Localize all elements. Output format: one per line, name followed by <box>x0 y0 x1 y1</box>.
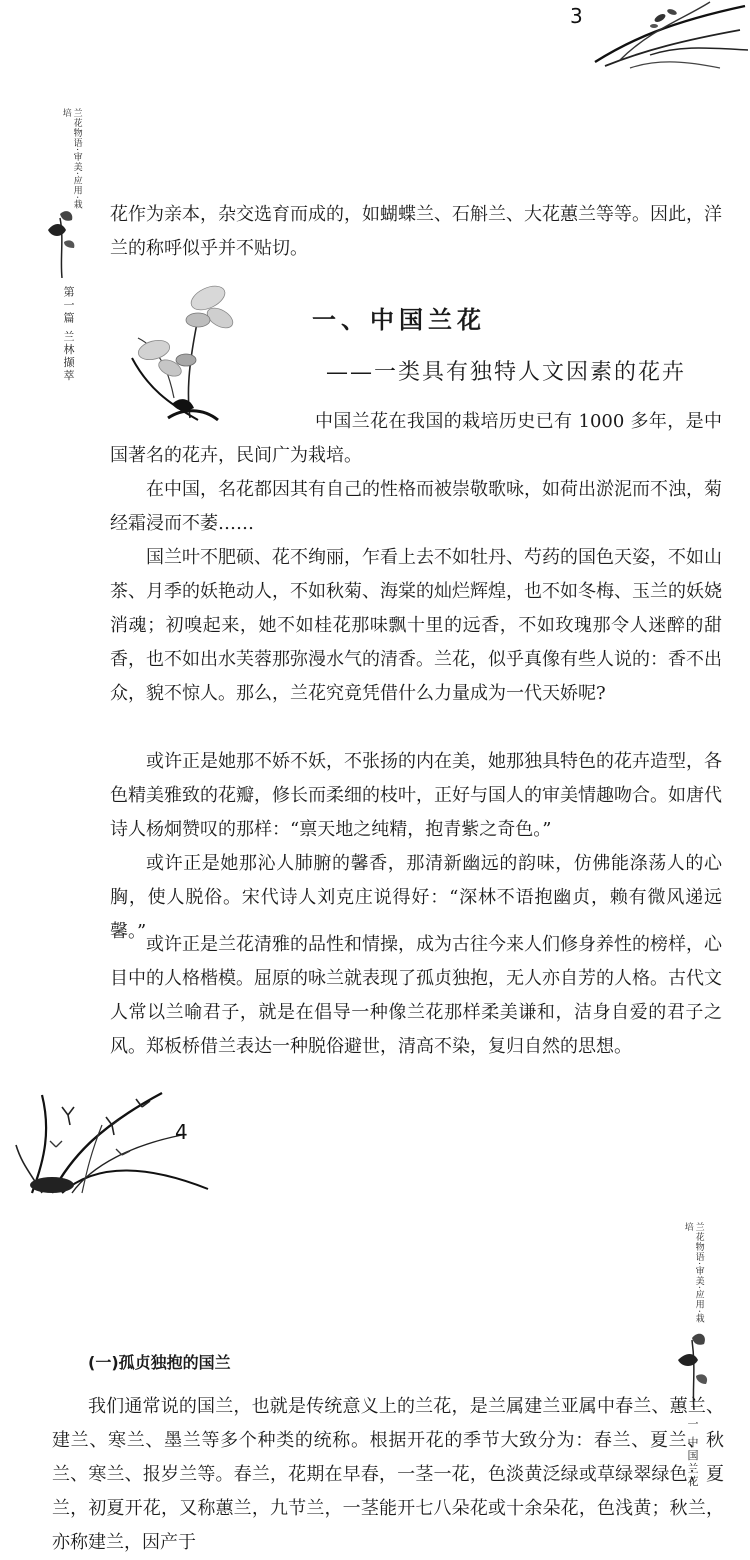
side-chapter-caption: 第一篇 兰林撷萃 <box>62 286 75 383</box>
body-paragraph-5: 或许正是她那沁人肺腑的馨香，那清新幽远的韵味，仿佛能涤荡人的心胸，使人脱俗。宋代诗人刘克庄说得好：“深林不语抱幽贞，赖有微风递远馨。” <box>110 853 722 942</box>
body-paragraph-3: 国兰叶不肥硕、花不绚丽，乍看上去不如牡丹、芍药的国色天姿，不如山茶、月季的妖艳动人，不如秋菊、海棠的灿烂辉煌，也不如冬梅、玉兰的妖娆消魂；初嗅起来，她不如桂花那味飘十里的远香，不如玫瑰那令人迷醉的甜香，也不如出水芙蓉那弥漫水气的清香。兰花，似乎真像有些人说的：香不出众，貌不惊人。那么，兰花究竟凭借什么力量成为一代天娇呢? <box>110 547 722 704</box>
body-paragraph-4: 或许正是她那不娇不妖，不张扬的内在美，她那独具特色的花卉造型，各色精美雅致的花瓣，修长而柔细的枝叶，正好与国人的审美情趣吻合。如唐代诗人杨炯赞叹的那样：“禀天地之纯精，抱青紫之奇色。” <box>110 751 722 840</box>
page-number-bottom: 4 <box>175 1120 188 1144</box>
side-chapter-caption-right: 一 中国兰花 <box>686 1418 699 1489</box>
side-series-caption: 兰花物语·审美·应用·栽培 <box>60 108 82 210</box>
body-paragraph-2: 在中国，名花都因其有自己的性格而被崇敬歌咏，如荷出淤泥而不浊，菊经霜浸而不萎…… <box>110 479 722 534</box>
page-number-top: 3 <box>570 4 583 28</box>
side-series-caption-right: 兰花物语·审美·应用·栽培 <box>682 1222 704 1324</box>
body-paragraph-1: 中国兰花在我国的栽培历史已有 1000 多年，是中国著名的花卉，民间广为栽培。 <box>110 411 722 466</box>
orchid-ink-painting-top-right <box>590 0 750 70</box>
section-heading: 一、中国兰花 <box>312 306 486 334</box>
subsection-title: (一)孤贞独抱的国兰 <box>88 1353 231 1372</box>
body-paragraph-6: 或许正是兰花清雅的品性和情操，成为古往今来人们修身养性的榜样，心目中的人格楷模。屈原的咏兰就表现了孤贞独抱，无人亦自芳的人格。古代文人常以兰喻君子，就是在倡导一种像兰花那样柔美谦和，洁身自爱的君子之风。郑板桥借兰表达一种脱俗避世，清高不染，复归自然的思想。 <box>110 934 722 1057</box>
continuation-paragraph: 花作为亲本，杂交选育而成的，如蝴蝶兰、石斛兰、大花蕙兰等等。因此，洋兰的称呼似乎并不贴切。 <box>110 204 722 259</box>
orchid-flower-illustration <box>128 278 238 423</box>
orchid-small-ink-left <box>40 208 84 278</box>
subsection-paragraph: 我们通常说的国兰，也就是传统意义上的兰花，是兰属建兰亚属中春兰、蕙兰、建兰、寒兰、墨兰等多个种类的统称。根据开花的季节大致分为：春兰、夏兰、秋兰、寒兰、报岁兰等。春兰，花期在早春，一茎一花，色淡黄泛绿或草绿翠绿色；夏兰，初夏开花，又称蕙兰，九节兰，一茎能开七八朵花或十余朵花，色浅黄；秋兰，亦称建兰，因产于 <box>52 1396 724 1553</box>
section-subheading: ——一类具有独特人文因素的花卉 <box>326 360 687 385</box>
